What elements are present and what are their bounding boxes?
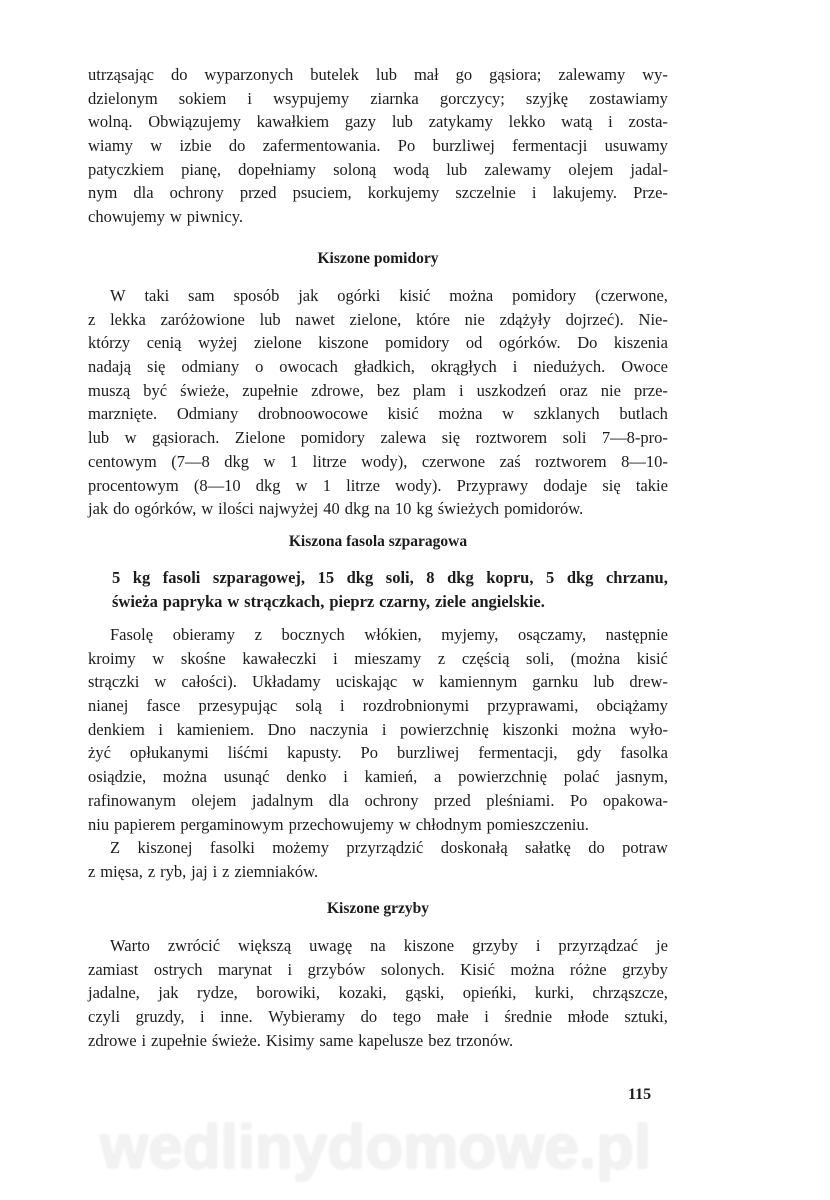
text-line: zdrowe i zupełnie świeże. Kisimy same kapelusze bez trzonów. xyxy=(88,1030,514,1050)
paragraph-intro xyxy=(88,63,668,229)
text-line: niu papierem pergaminowym przechowujemy w chłodnym pomieszczeniu. xyxy=(88,814,589,834)
text-line: denkiem i kamieniem. Dno naczynia i powierzchnię kiszonki można wyło- xyxy=(88,719,668,739)
text-line: wolną. Obwiązujemy kawałkiem gazy lub zatykamy lekko watą i zosta- xyxy=(88,112,668,132)
text-line: zamiast ostrych marynat i grzybów solonych. Kisić można różne grzyby xyxy=(88,959,668,979)
text-line: wiamy w izbie do zafermentowania. Po burzliwej fermentacji usuwamy xyxy=(88,136,668,156)
paragraph-pomidory xyxy=(88,284,668,521)
text-line: jak do ogórków, w ilości najwyżej 40 dkg na 10 kg świeżych pomidorów. xyxy=(88,499,584,519)
text-line: rafinowanym olejem jadalnym dla ochrony przed pleśniami. Po opakowa- xyxy=(88,790,668,810)
text-line: Z kiszonej fasolki możemy przyrządzić doskonałą sałatkę do potraw xyxy=(110,838,668,858)
text-line: którzy cenią wyżej zielone kiszone pomidory od ogórków. Do kiszenia xyxy=(88,333,668,353)
text-line: kroimy w skośne kawałeczki i mieszamy z częścią soli, (można kisić xyxy=(88,648,668,668)
watermark: wedlinydomowe.pl xyxy=(100,1113,652,1182)
text-line: marznięte. Odmiany drobnoowocowe kisić można w szklanych butlach xyxy=(88,404,668,424)
text-line: świeża papryka w strączkach, pieprz czarny, ziele angielskie. xyxy=(112,591,545,611)
text-line: nadają się odmiany o owocach gładkich, okrągłych i niedużych. Owoce xyxy=(88,357,668,377)
text-line: Warto zwrócić większą uwagę na kiszone grzyby i przyrządzać je xyxy=(110,936,668,955)
text-line: czyli gruzdy, i inne. Wybieramy do tego małe i średnie młode sztuki, xyxy=(88,1007,668,1027)
text-line: lub w gąsiorach. Zielone pomidory zalewa się roztworem soli 7—8-pro- xyxy=(88,428,668,448)
text-line: W taki sam sposób jak ogórki kisić można pomidory (czerwone, xyxy=(110,286,668,305)
text-line: dzielonym sokiem i wsypujemy ziarnka gorczycy; szyjkę zostawiamy xyxy=(88,88,668,108)
text-line: utrząsając do wyparzonych butelek lub mał go gąsiora; zalewamy wy- xyxy=(88,65,668,84)
text-line: jadalne, jak rydze, borowiki, kozaki, gąski, opieńki, kurki, chrząszcze, xyxy=(88,983,668,1003)
paragraph-grzyby xyxy=(88,934,668,1052)
text-line: centowym (7—8 dkg w 1 litrze wody), czerwone zaś roztworem 8—10- xyxy=(88,451,668,471)
text-line: z mięsa, z ryb, jaj i z ziemniaków. xyxy=(88,861,319,881)
text-line: 5 kg fasoli szparagowej, 15 dkg soli, 8 dkg kopru, 5 dkg chrzanu, xyxy=(112,568,668,587)
heading-kiszone-pomidory: Kiszone pomidory xyxy=(317,250,439,267)
text-line: Fasolę obieramy z bocznych włókien, myjemy, osączamy, następnie xyxy=(110,625,668,644)
text-line: nym dla ochrony przed psuciem, korkujemy szczelnie i lakujemy. Prze- xyxy=(88,183,668,203)
text-line: patyczkiem pianę, dopełniamy soloną wodą lub zalewamy olejem jadal- xyxy=(88,159,668,179)
text-line: osiądzie, można usunąć denko i kamień, a powierzchnię polać jasnym, xyxy=(88,767,668,787)
text-line: żyć opłukanymi liśćmi kapusty. Po burzliwej fermentacji, gdy fasolka xyxy=(88,743,668,763)
text-line: nianej fasce przesypując solą i rozdrobnionymi przyprawami, obciążamy xyxy=(88,696,668,716)
page-number: 115 xyxy=(628,1086,652,1103)
text-line: strączki w całości). Układamy uciskając w kamiennym garnku lub drew- xyxy=(88,672,668,692)
heading-kiszone-grzyby: Kiszone grzyby xyxy=(326,900,430,917)
text-line: procentowym (8—10 dkg w 1 litrze wody). Przyprawy dodaje się takie xyxy=(88,475,668,495)
text-line: z lekka zaróżowione lub nawet zielone, które nie zdążyły dojrzeć). Nie- xyxy=(88,309,668,329)
ingredients-fasola xyxy=(112,566,668,613)
heading-kiszona-fasola: Kiszona fasola szparagowa xyxy=(288,533,468,550)
paragraph-fasola xyxy=(88,623,668,884)
text-line: chowujemy w piwnicy. xyxy=(88,207,243,227)
text-line: muszą być świeże, zupełnie zdrowe, bez plam i uszkodzeń oraz nie prze- xyxy=(88,380,668,400)
